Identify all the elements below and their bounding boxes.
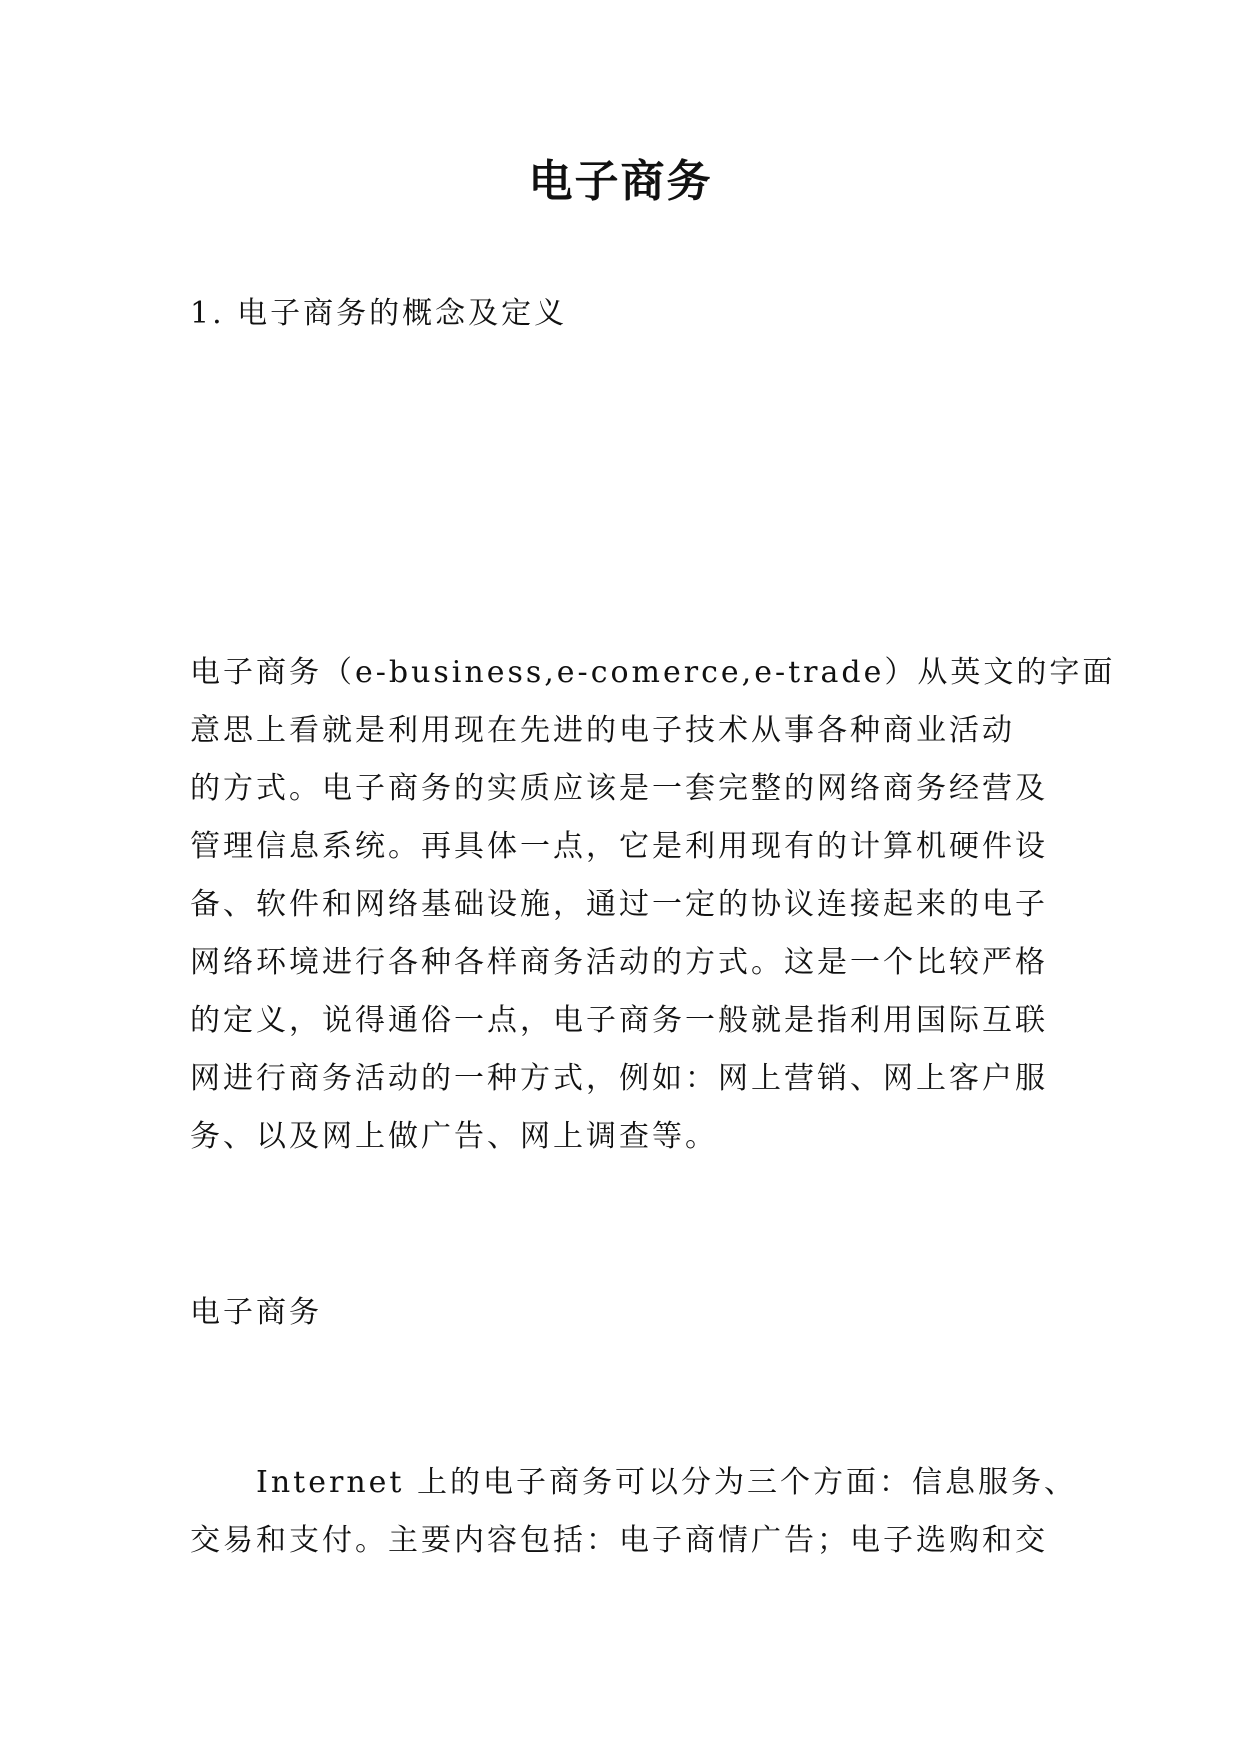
paragraph-definition — [190, 644, 1116, 1166]
paragraph-line: 的定义，说得通俗一点，电子商务一般就是指利用国际互联 — [190, 1003, 1048, 1038]
paragraph-line: Internet 上的电子商务可以分为三个方面：信息服务、 — [256, 1465, 1077, 1500]
document-title: 电子商务 — [528, 156, 713, 207]
paragraph-subheading: 电子商务 — [190, 1295, 322, 1330]
paragraph-line: 意思上看就是利用现在先进的电子技术从事各种商业活动 — [190, 713, 1015, 748]
paragraph-line: 网进行商务活动的一种方式，例如：网上营销、网上客户服 — [190, 1061, 1048, 1096]
paragraph-line: 网络环境进行各种各样商务活动的方式。这是一个比较严格 — [190, 945, 1048, 980]
paragraph-line: 管理信息系统。再具体一点，它是利用现有的计算机硬件设 — [190, 829, 1048, 864]
paragraph-line: 备、软件和网络基础设施，通过一定的协议连接起来的电子 — [190, 887, 1048, 922]
paragraph-internet — [190, 1454, 1077, 1570]
paragraph-line: 电子商务（e-business,e-comerce,e-trade）从英文的字面 — [190, 655, 1116, 690]
section-heading: 1. 电子商务的概念及定义 — [190, 296, 568, 331]
paragraph-line: 务、以及网上做广告、网上调查等。 — [190, 1119, 718, 1154]
paragraph-line: 交易和支付。主要内容包括：电子商情广告；电子选购和交 — [190, 1523, 1048, 1558]
paragraph-line: 的方式。电子商务的实质应该是一套完整的网络商务经营及 — [190, 771, 1048, 806]
